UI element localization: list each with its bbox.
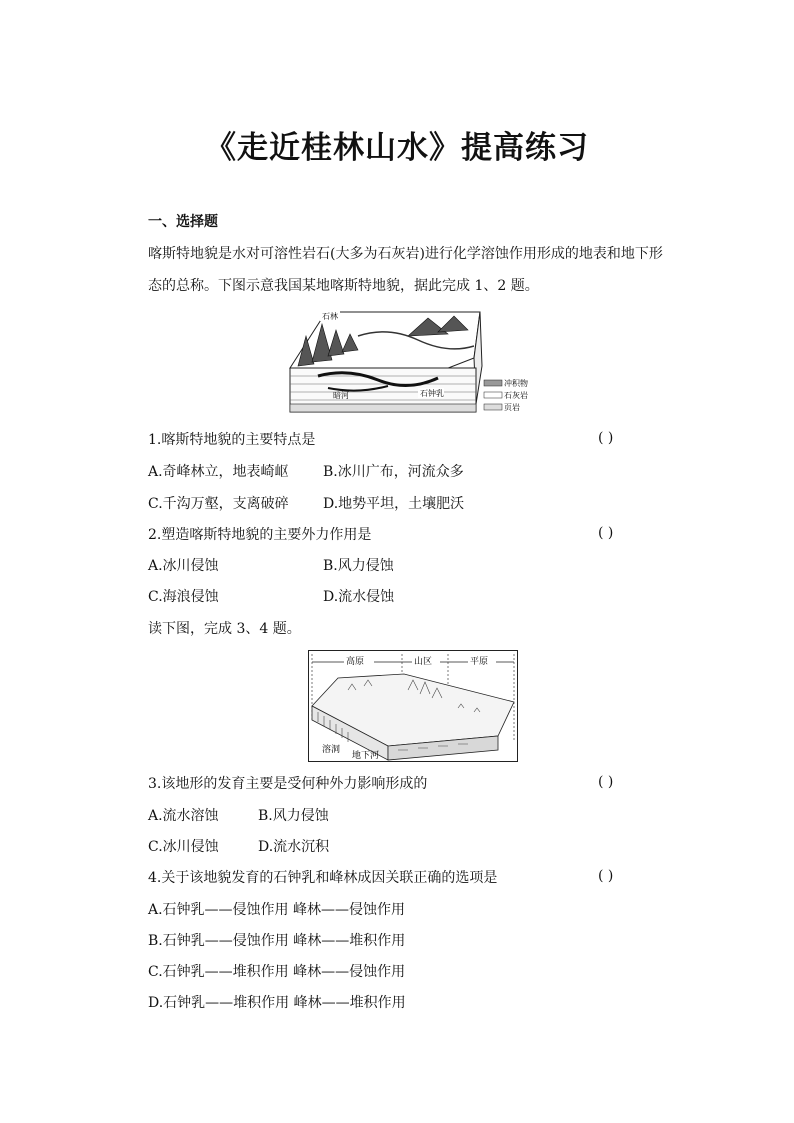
landform-diagram-figure [308,650,518,762]
option-b[interactable]: B.冰川广布，河流众多 [323,464,464,480]
rongdong-label: 溶洞 [322,745,341,755]
intro-line-1: 喀斯特地貌是水对可溶性岩石(大多为石灰岩)进行化学溶蚀作用形成的地表和地下形 [148,246,663,262]
page-title: 《走近桂林山水》提高练习 [205,130,589,166]
legend-label: 石灰岩 [504,391,528,400]
intro-line-2: 态的总称。下图示意我国某地喀斯特地貌，据此完成 1、2 题。 [148,278,539,294]
dixiahe-label: 地下河 [352,751,380,761]
option-a[interactable]: A.石钟乳——侵蚀作用 峰林——侵蚀作用 [148,902,406,918]
answer-blank[interactable]: ( ) [598,868,614,884]
option-a[interactable]: A.冰川侵蚀 [148,558,219,574]
shizhongru-label: 石钟乳 [420,389,444,398]
shilin-label: 石林 [322,312,338,321]
option-d[interactable]: D.流水沉积 [258,839,330,855]
option-b[interactable]: B.风力侵蚀 [323,558,394,574]
option-c[interactable]: C.石钟乳——堆积作用 峰林——侵蚀作用 [148,964,406,980]
option-c[interactable]: C.千沟万壑，支离破碎 [148,496,289,512]
section-heading: 一、选择题 [148,214,218,230]
legend-label: 页岩 [504,403,520,412]
option-a[interactable]: A.流水溶蚀 [148,808,219,824]
question-stem: 2.塑造喀斯特地貌的主要外力作用是 [148,527,372,543]
region-label-plain: 平原 [470,657,489,667]
option-b[interactable]: B.风力侵蚀 [258,808,329,824]
option-c[interactable]: C.海浪侵蚀 [148,589,219,605]
anhe-label: 暗河 [333,391,349,400]
reading-instruction: 读下图，完成 3、4 题。 [148,621,301,637]
answer-blank[interactable]: ( ) [598,774,614,790]
region-label-plateau: 高原 [346,657,365,667]
option-b[interactable]: B.石钟乳——侵蚀作用 峰林——堆积作用 [148,933,406,949]
option-d[interactable]: D.流水侵蚀 [323,589,395,605]
option-d[interactable]: D.石钟乳——堆积作用 峰林——堆积作用 [148,995,406,1011]
answer-blank[interactable]: ( ) [598,430,614,446]
legend-label: 冲积物 [504,379,528,388]
question-stem: 3.该地形的发育主要是受何种外力影响形成的 [148,776,428,792]
karst-diagram-figure [288,306,534,418]
question-stem: 1.喀斯特地貌的主要特点是 [148,432,316,448]
option-a[interactable]: A.奇峰林立，地表崎岖 [148,464,289,480]
option-d[interactable]: D.地势平坦，土壤肥沃 [323,496,465,512]
option-c[interactable]: C.冰川侵蚀 [148,839,219,855]
region-label-mountain: 山区 [414,657,433,667]
answer-blank[interactable]: ( ) [598,525,614,541]
question-stem: 4.关于该地貌发育的石钟乳和峰林成因关联正确的选项是 [148,870,498,886]
